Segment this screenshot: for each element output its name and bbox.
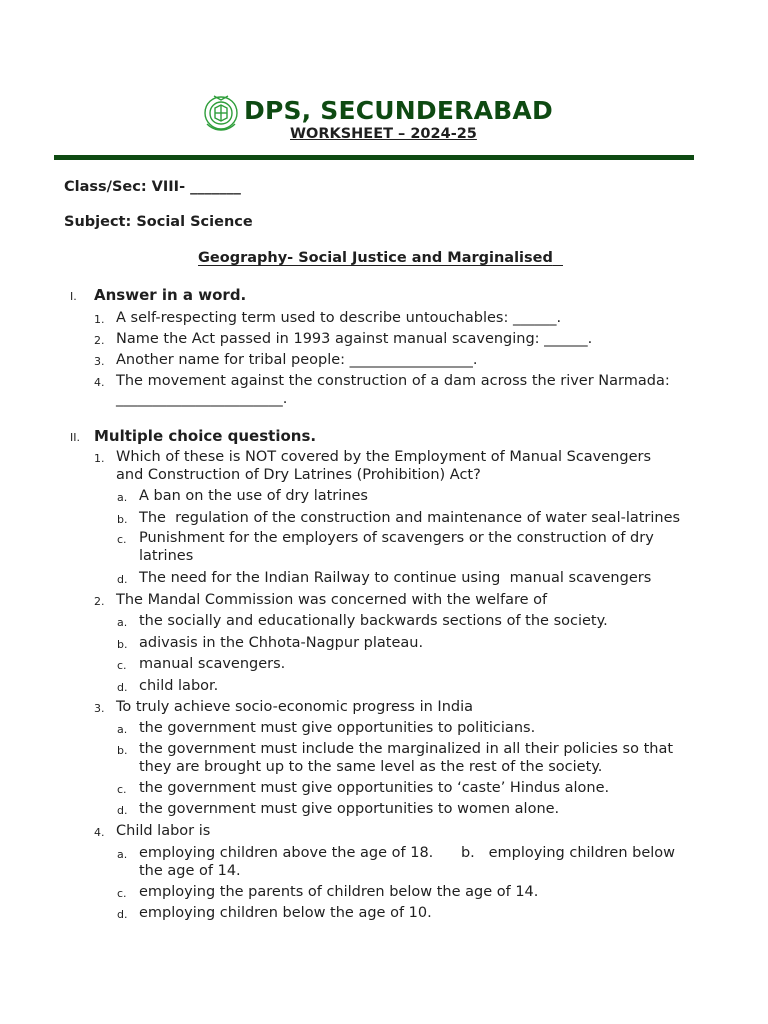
list-item: 3. Another name for tribal people: _________________. xyxy=(94,352,478,368)
option-item: d. employing children below the age of 10. xyxy=(117,905,432,921)
option-item: c. employing the parents of children below the age of 14. xyxy=(117,884,539,900)
option-item: c. manual scavengers. xyxy=(117,656,286,672)
section-one xyxy=(70,286,710,304)
question-item: 3. To truly achieve socio-economic progress in India xyxy=(94,699,474,715)
option-item: b. the government must include the marginalized in all their policies so that they are brought up to the same level as the rest of the society. xyxy=(117,741,674,775)
option-item: a. employing children above the age of 18. b. employing children below the age of 14. xyxy=(117,845,676,879)
option-item: c. the government must give opportunities to ‘caste’ Hindus alone. xyxy=(117,780,610,796)
option-item: c. Punishment for the employers of scavengers or the construction of dry latrines xyxy=(117,530,654,564)
option-item: a. A ban on the use of dry latrines xyxy=(117,488,368,504)
list-item: 4. The movement against the construction of a dam across the river Narmada: _______________________. xyxy=(94,373,670,407)
option-item: a. the socially and educationally backwards sections of the society. xyxy=(117,613,608,629)
class-section-line: Class/Sec: VIII- _______ xyxy=(64,179,241,195)
header-divider xyxy=(54,155,694,160)
school-name: DPS, SECUNDERABAD xyxy=(244,96,553,125)
option-item: a. the government must give opportunities to politicians. xyxy=(117,720,536,736)
option-item: b. adivasis in the Chhota-Nagpur plateau. xyxy=(117,635,424,651)
option-item: d. The need for the Indian Railway to continue using manual scavengers xyxy=(117,570,652,586)
question-item: 1. Which of these is NOT covered by the Employment of Manual Scavengers and Construction of Dry Latrines (Prohibition) Act? xyxy=(94,449,652,483)
subject-line: Subject: Social Science xyxy=(64,214,253,230)
section-two-heading: II. Multiple choice questions. xyxy=(70,427,317,445)
worksheet-title: WORKSHEET – 2024-25 xyxy=(290,126,477,142)
question-item: 2. The Mandal Commission was concerned with the welfare of xyxy=(94,592,548,608)
section-one-heading: I. Answer in a word. xyxy=(70,286,247,304)
unit-title: Geography- Social Justice and Marginalised xyxy=(198,250,553,266)
school-crest-icon xyxy=(201,94,241,132)
section-two xyxy=(70,427,710,445)
question-item: 4. Child labor is xyxy=(94,823,211,839)
list-item: 1. A self-respecting term used to describe untouchables: ______. xyxy=(94,310,562,326)
option-item: d. the government must give opportunities to women alone. xyxy=(117,801,560,817)
option-item: b. The regulation of the construction and maintenance of water seal-latrines xyxy=(117,510,681,526)
option-item: d. child labor. xyxy=(117,678,219,694)
list-item: 2. Name the Act passed in 1993 against manual scavenging: ______. xyxy=(94,331,593,347)
